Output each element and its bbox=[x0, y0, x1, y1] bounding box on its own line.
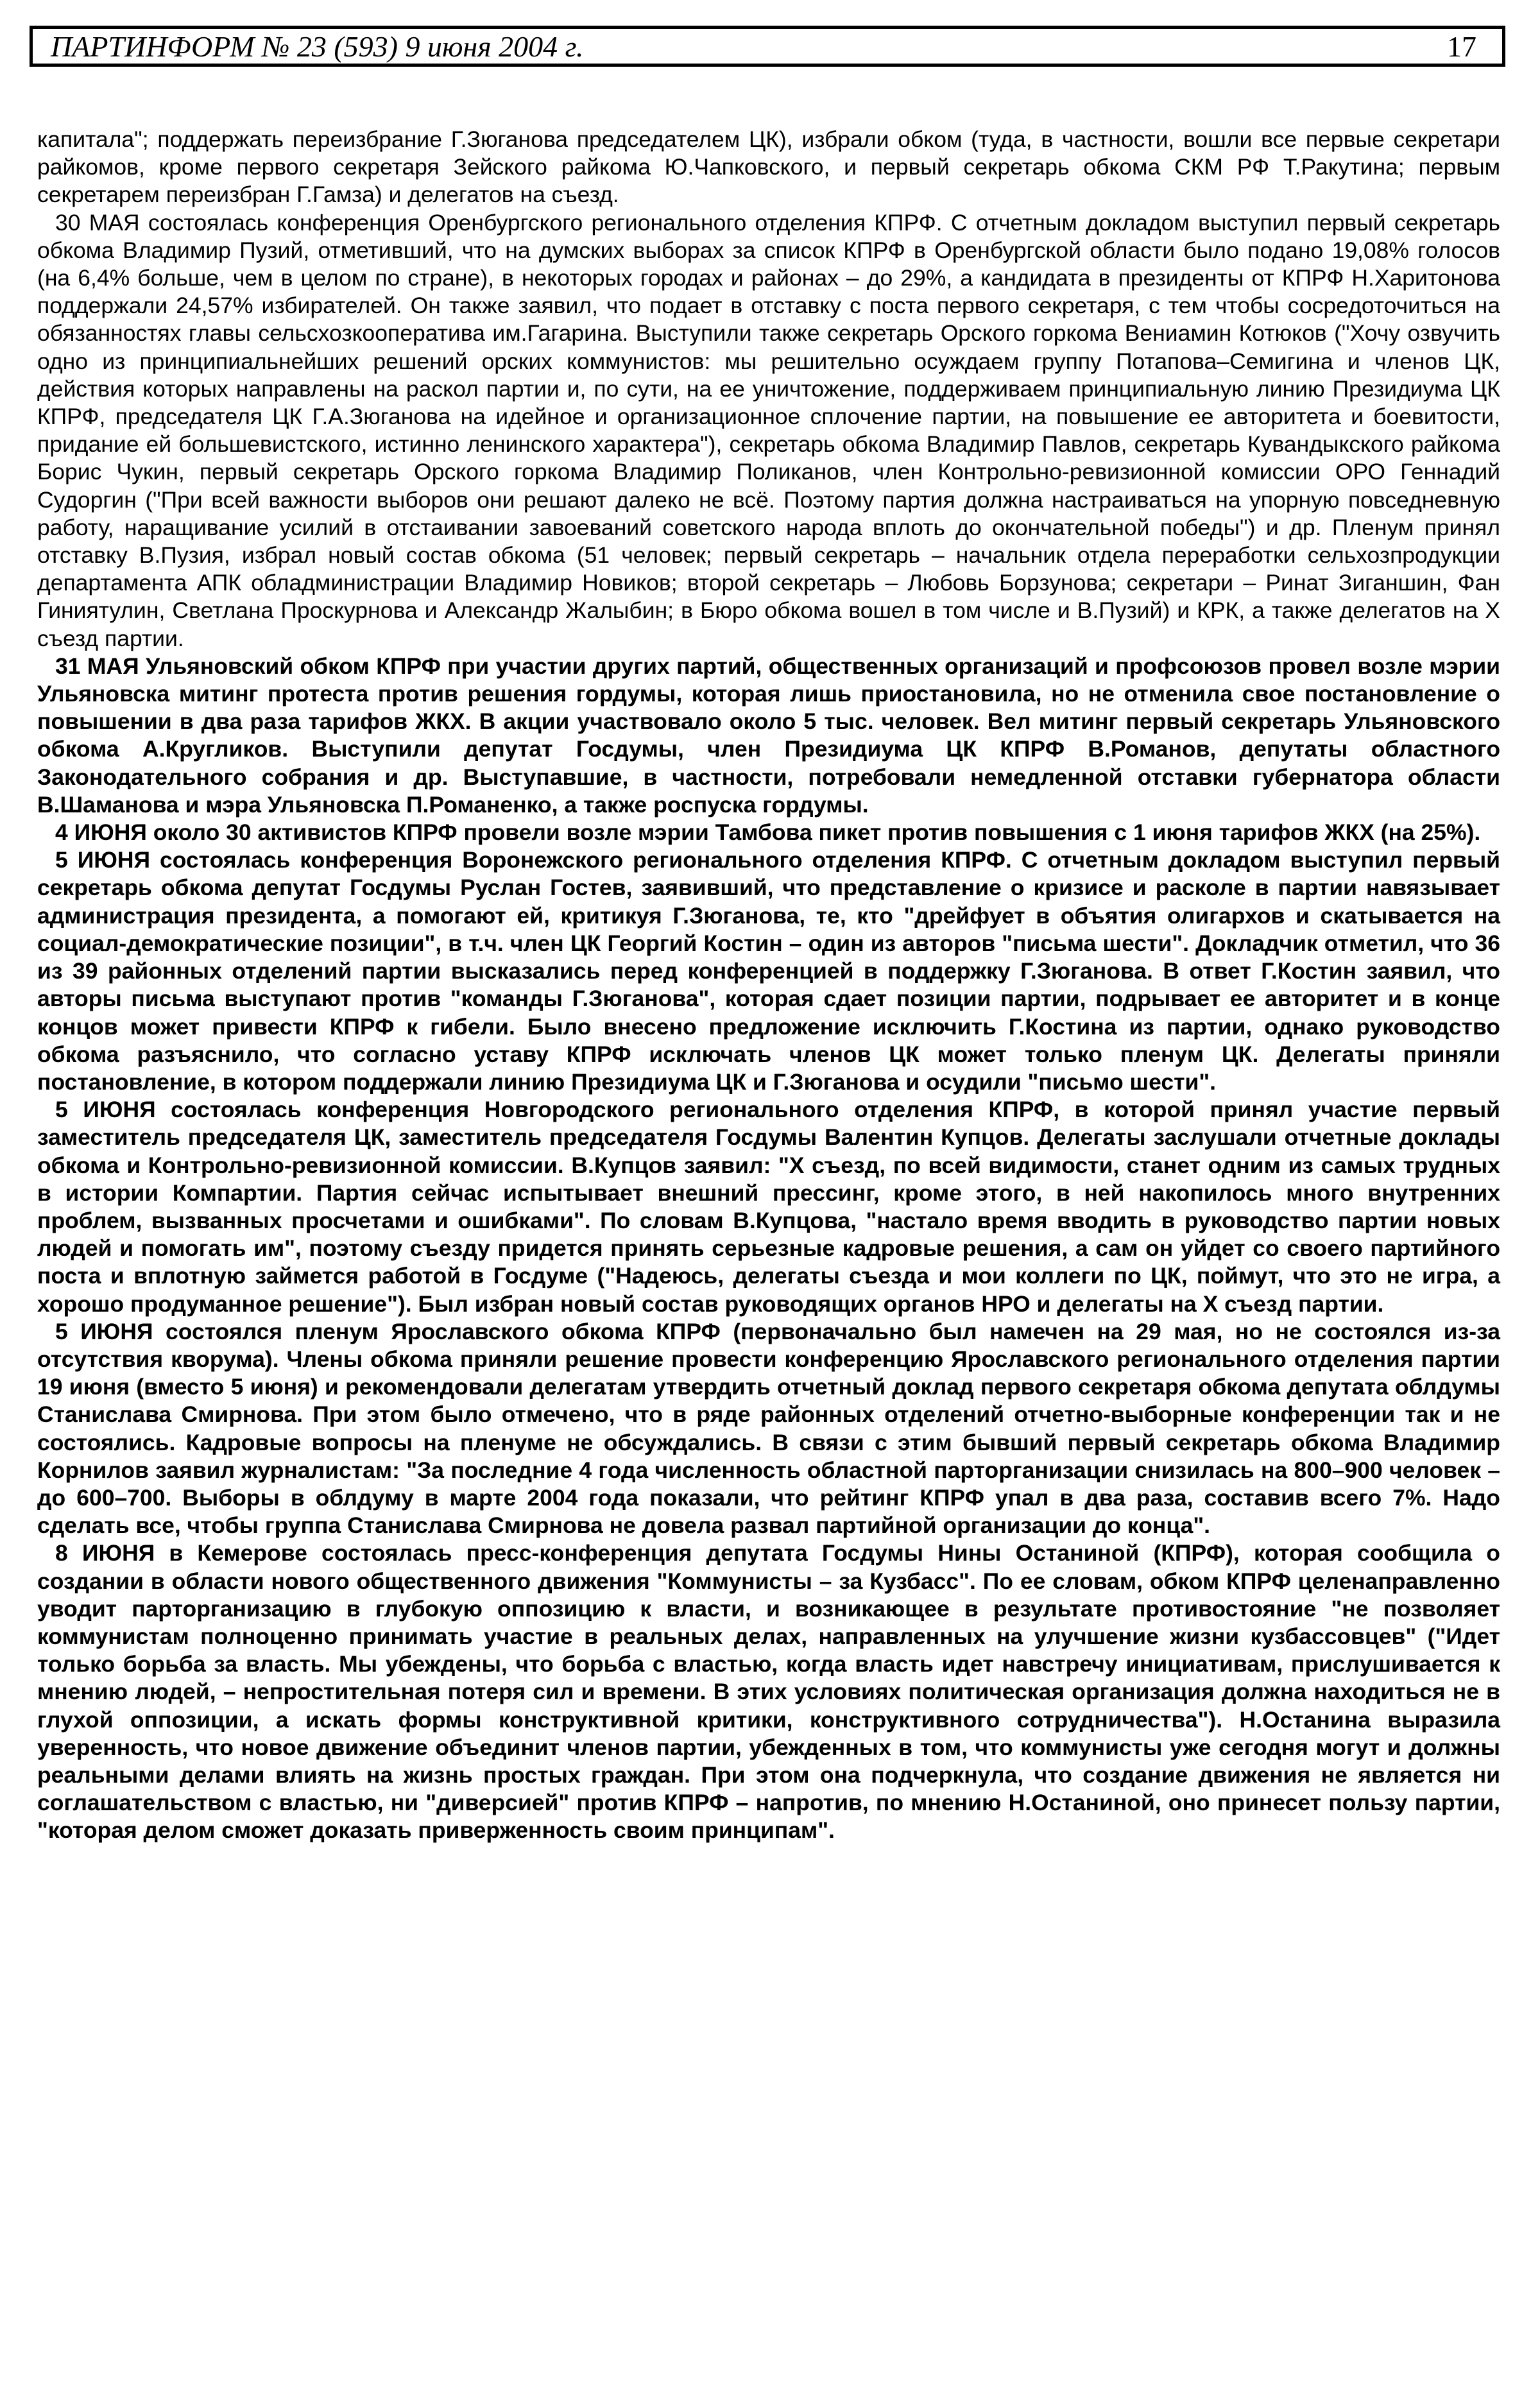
article-body bbox=[37, 126, 1500, 1845]
page-header bbox=[30, 26, 1505, 67]
paragraph-voronezh: 5 ИЮНЯ состоялась конференция Воронежского регионального отделения КПРФ. С отчетным докладом выступил первый секретарь обкома депутат Госдумы Руслан Гостев, заявивший, что представление о кризисе и расколе в партии навязывает администрация президента, а помогают ей, критикуя Г.Зюганова, те, кто "дрейфует в объятия олигархов и скатывается на социал-демократические позиции", в т.ч. член ЦК Георгий Костин – один из авторов "письма шести". Докладчик отметил, что 36 из 39 районных отделений партии высказались перед конференцией в поддержку Г.Зюганова. В ответ Г.Костин заявил, что авторы письма выступают против "команды Г.Зюганова", которая сдает позиции партии, подрывает ее авторитет и в конце концов может привести КПРФ к гибели. Было внесено предложение исключить Г.Костина из партии, однако руководство обкома разъяснило, что согласно уставу КПРФ исключать членов ЦК может только пленум ЦК. Делегаты приняли постановление, в котором поддержали линию Президиума ЦК и Г.Зюганова и осудили "письмо шести". bbox=[37, 847, 1500, 1095]
paragraph-ulyanovsk: 31 МАЯ Ульяновский обком КПРФ при участии других партий, общественных организаций и профсоюзов провел возле мэрии Ульяновска митинг протеста против решения гордумы, которая лишь приостановила, но не отменила свое постановление о повышении в два раза тарифов ЖКХ. В акции участвовало около 5 тыс. человек. Вел митинг первый секретарь Ульяновского обкома А.Кругликов. Выступили депутат Госдумы, член Президиума ЦК КПРФ В.Романов, депутаты областного Законодательного собрания и др. Выступавшие, в частности, потребовали немедленной отставки губернатора области В.Шаманова и мэра Ульяновска П.Романенко, а также роспуска гордумы. bbox=[37, 653, 1500, 818]
paragraph-kemerovo: 8 ИЮНЯ в Кемерове состоялась пресс-конференция депутата Госдумы Нины Останиной (КПРФ), которая сообщила о создании в области нового общественного движения "Коммунисты – за Кузбасс". По ее словам, обком КПРФ целенаправленно уводит парторганизацию в глубокую оппозицию к власти, и возникающее в результате противостояние "не позволяет коммунистам полноценно принимать участие в реальных делах, направленных на улучшение жизни кузбассовцев" ("Идет только борьба за власть. Мы убеждены, что борьба с властью, когда власть идет навстречу инициативам, прислушивается к мнению людей, – непростительная потеря сил и времени. В этих условиях политическая организация должна находиться не в глухой оппозиции, а искать формы конструктивной критики, конструктивного сотрудничества"). Н.Останина выразила уверенность, что новое движение объединит членов партии, убежденных в том, что коммунисты уже сегодня могут и должны реальными делами влиять на жизнь простых граждан. При этом она подчеркнула, что создание движения не является ни соглашательством с властью, ни "диверсией" против КПРФ – напротив, по мнению Н.Останиной, оно принесет пользу партии, "которая делом сможет доказать приверженность своим принципам". bbox=[37, 1540, 1500, 1844]
paragraph-continuation: капитала"; поддержать переизбрание Г.Зюганова председателем ЦК), избрали обком (туда, в частности, вошли все первые секретари райкомов, кроме первого секретаря Зейского райкома Ю.Чапковского, и первый секретарь обкома СКМ РФ Т.Ракутина; первым секретарем переизбран Г.Гамза) и делегатов на съезд. bbox=[37, 126, 1500, 208]
page-number: 17 bbox=[1447, 30, 1476, 63]
paragraph-tambov: 4 ИЮНЯ около 30 активистов КПРФ провели возле мэрии Тамбова пикет против повышения с 1 июня тарифов ЖКХ (на 25%). bbox=[55, 819, 1481, 846]
paragraph-novgorod: 5 ИЮНЯ состоялась конференция Новгородского регионального отделения КПРФ, в которой принял участие первый заместитель председателя ЦК, заместитель председателя Госдумы Валентин Купцов. Делегаты заслушали отчетные доклады обкома и Контрольно-ревизионной комиссии. В.Купцов заявил: "X съезд, по всей видимости, станет одним из самых трудных в истории Компартии. Партия сейчас испытывает внешний прессинг, кроме этого, в ней накопилось много внутренних проблем, вызванных просчетами и ошибками". По словам В.Купцова, "настало время вводить в руководство партии новых людей и помогать им", поэтому съезду придется принять серьезные кадровые решения, а сам он уйдет со своего партийного поста и вплотную займется работой в Госдуме ("Надеюсь, делегаты съезда и мои коллеги по ЦК, поймут, что это не игра, а хорошо продуманное решение"). Был избран новый состав руководящих органов НРО и делегаты на X съезд партии. bbox=[37, 1097, 1500, 1317]
paragraph-orenburg: 30 МАЯ состоялась конференция Оренбургского регионального отделения КПРФ. С отчетным докладом выступил первый секретарь обкома Владимир Пузий, отметивший, что на думских выборах за список КПРФ в Оренбургской области было подано 19,08% голосов (на 6,4% больше, чем в целом по стране), в некоторых городах и районах – до 29%, а кандидата в президенты от КПРФ Н.Харитонова поддержали 24,57% избирателей. Он также заявил, что подает в отставку с поста первого секретаря, с тем чтобы сосредоточиться на обязанностях главы сельсхозкооператива им.Гагарина. Выступили также секретарь Орского горкома Вениамин Котюков ("Хочу озвучить одно из принципиальнейших решений орских коммунистов: мы решительно осуждаем группу Потапова–Семигина и членов ЦК, действия которых направлены на раскол партии и, по сути, на ее уничтожение, поддерживаем принципиальную линию Президиума ЦК КПРФ, председателя ЦК Г.А.Зюганова на идейное и организационное сплочение партии, на повышение ее авторитета и боевитости, придание ей большевистского, истинно ленинского характера"), секретарь обкома Владимир Павлов, секретарь Кувандыкского райкома Борис Чукин, первый секретарь Орского горкома Владимир Поликанов, член Контрольно-ревизионной комиссии ОРО Геннадий Судоргин ("При всей важности выборов они решают далеко не всё. Поэтому партия должна настраиваться на упорную повседневную работу, наращивание усилий в отстаивании завоеваний советского народа вплоть до окончательной победы") и др. Пленум принял отставку В.Пузия, избрал новый состав обкома (51 человек; первый секретарь – начальник отдела переработки сельхозпродукции департамента АПК обладминистрации Владимир Новиков; второй секретарь – Любовь Борзунова; секретари – Ринат Зиганшин, Фан Гиниятулин, Светлана Проскурнова и Александр Жалыбин; в Бюро обкома вошел в том числе и В.Пузий) и КРК, а также делегатов на X съезд партии. bbox=[37, 209, 1500, 651]
paragraph-yaroslavl: 5 ИЮНЯ состоялся пленум Ярославского обкома КПРФ (первоначально был намечен на 29 мая, но не состоялся из-за отсутствия кворума). Члены обкома приняли решение провести конференцию Ярославского регионального отделения партии 19 июня (вместо 5 июня) и рекомендовали делегатам утвердить отчетный доклад первого секретаря обкома депутата облдумы Станислава Смирнова. При этом было отмечено, что в ряде районных отделений отчетно-выборные конференции так и не состоялись. Кадровые вопросы на пленуме не обсуждались. В связи с этим бывший первый секретарь обкома Владимир Корнилов заявил журналистам: "За последние 4 года численность областной парторганизации снизилась на 800–900 человек – до 600–700. Выборы в облдуму в марте 2004 года показали, что рейтинг КПРФ упал в два раза, составив всего 7%. Надо сделать все, чтобы группа Станислава Смирнова не довела развал партийной организации до конца". bbox=[37, 1318, 1500, 1539]
publication-title: ПАРТИНФОРМ № 23 (593) 9 июня 2004 г. bbox=[51, 30, 584, 63]
